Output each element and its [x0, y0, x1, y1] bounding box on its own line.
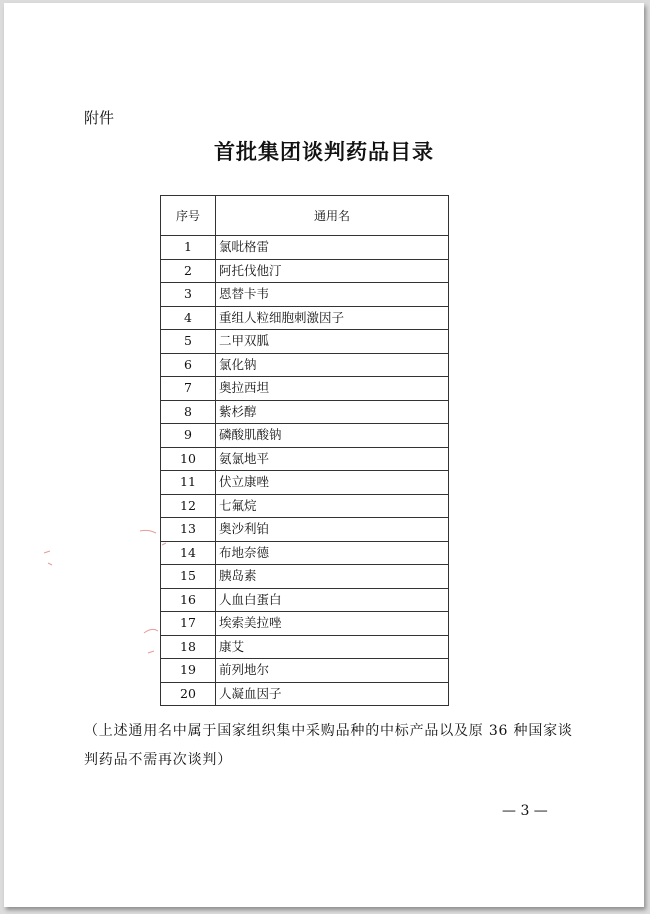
drug-name: 重组人粒细胞刺激因子 [216, 306, 449, 330]
table-row [161, 353, 449, 377]
table-row [161, 635, 449, 659]
drug-name: 前列地尔 [216, 659, 449, 683]
row-number: 3 [161, 283, 216, 307]
table-row [161, 306, 449, 330]
table-row [161, 541, 449, 565]
drug-name: 胰岛素 [216, 565, 449, 589]
row-number: 12 [161, 494, 216, 518]
drug-name: 奥沙利铂 [216, 518, 449, 542]
row-number: 6 [161, 353, 216, 377]
drug-name: 布地奈德 [216, 541, 449, 565]
table-row [161, 330, 449, 354]
row-number: 9 [161, 424, 216, 448]
table-row [161, 377, 449, 401]
drug-name: 人血白蛋白 [216, 588, 449, 612]
row-number: 2 [161, 259, 216, 283]
red-stamp-marks [44, 523, 164, 683]
table-row [161, 565, 449, 589]
table-row [161, 659, 449, 683]
table-row [161, 400, 449, 424]
row-number: 15 [161, 565, 216, 589]
drug-name: 紫杉醇 [216, 400, 449, 424]
table-row [161, 494, 449, 518]
row-number: 7 [161, 377, 216, 401]
table-header-row [161, 196, 449, 236]
table-row [161, 424, 449, 448]
attachment-label: 附件 [84, 109, 115, 127]
drug-name: 氨氯地平 [216, 447, 449, 471]
footnote [84, 717, 584, 775]
row-number: 16 [161, 588, 216, 612]
table-row [161, 447, 449, 471]
row-number: 18 [161, 635, 216, 659]
drug-name: 人凝血因子 [216, 682, 449, 706]
row-number: 10 [161, 447, 216, 471]
document-page [4, 3, 644, 907]
table-row [161, 283, 449, 307]
drug-name: 二甲双胍 [216, 330, 449, 354]
table-row [161, 682, 449, 706]
column-header-no: 序号 [161, 196, 216, 236]
drug-name: 氯化钠 [216, 353, 449, 377]
row-number: 14 [161, 541, 216, 565]
row-number: 11 [161, 471, 216, 495]
drug-name: 七氟烷 [216, 494, 449, 518]
table-body [161, 236, 449, 706]
row-number: 20 [161, 682, 216, 706]
footnote-line-2: 判药品不需再次谈判） [84, 752, 232, 768]
row-number: 4 [161, 306, 216, 330]
drug-name: 康艾 [216, 635, 449, 659]
table-row [161, 471, 449, 495]
drug-name: 阿托伐他汀 [216, 259, 449, 283]
table-row [161, 259, 449, 283]
page-number: — 3 — [502, 803, 548, 819]
row-number: 5 [161, 330, 216, 354]
drug-name: 磷酸肌酸钠 [216, 424, 449, 448]
table-row [161, 518, 449, 542]
row-number: 13 [161, 518, 216, 542]
footnote-line-1: （上述通用名中属于国家组织集中采购品种的中标产品以及原 36 种国家谈 [84, 723, 573, 739]
row-number: 17 [161, 612, 216, 636]
drug-name: 恩替卡韦 [216, 283, 449, 307]
drug-name: 伏立康唑 [216, 471, 449, 495]
column-header-name: 通用名 [216, 196, 449, 236]
document-title: 首批集团谈判药品目录 [214, 139, 434, 164]
table-row [161, 612, 449, 636]
drug-name: 埃索美拉唑 [216, 612, 449, 636]
table-row [161, 588, 449, 612]
table-row [161, 236, 449, 260]
drug-name: 奥拉西坦 [216, 377, 449, 401]
row-number: 19 [161, 659, 216, 683]
row-number: 1 [161, 236, 216, 260]
row-number: 8 [161, 400, 216, 424]
drug-name: 氯吡格雷 [216, 236, 449, 260]
drug-list-table [160, 195, 449, 706]
